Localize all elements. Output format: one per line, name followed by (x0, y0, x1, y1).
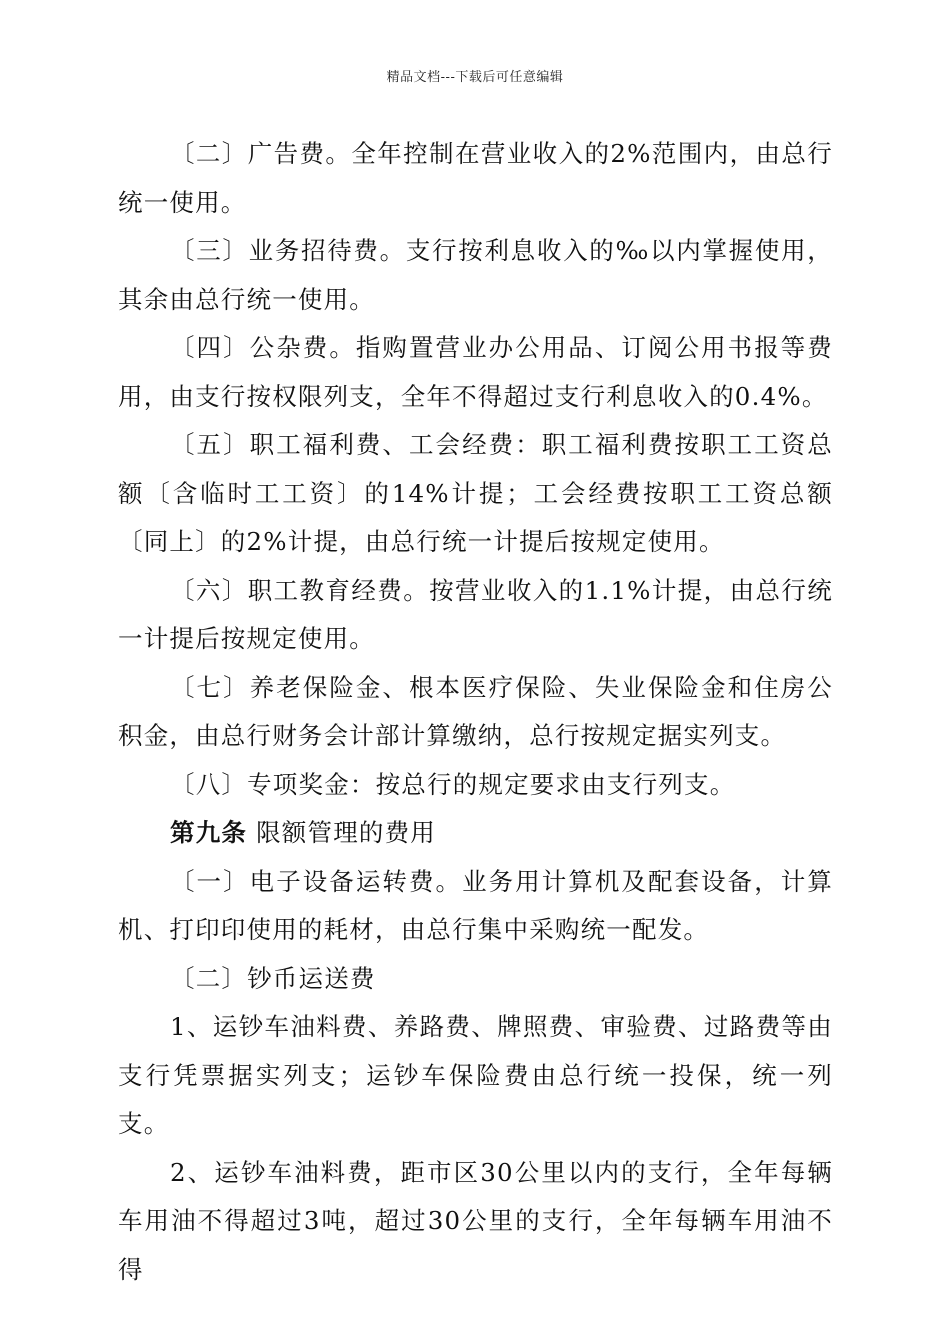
article-number: 第九条 (170, 818, 248, 847)
article-title: 限额管理的费用 (256, 818, 437, 847)
paragraph-advertising: 〔二〕广告费。全年控制在营业收入的2%范围内，由总行统一使用。 (118, 139, 833, 217)
page-header: 精品文档---下载后可任意编辑 (386, 70, 564, 85)
paragraph-electronic-equipment: 〔一〕电子设备运转费。业务用计算机及配套设备，计算机、打印印使用的耗材，由总行集中采购统一配发。 (118, 866, 833, 944)
paragraph-vehicle-costs: 1、运钞车油料费、养路费、牌照费、审验费、过路费等由支行凭票据实列支；运钞车保险费由总行统一投保，统一列支。 (118, 1012, 833, 1138)
paragraph-misc-expenses: 〔四〕公杂费。指购置营业办公用品、订阅公用书报等费用，由支行按权限列支，全年不得超过支行利息收入的0.4%。 (118, 333, 833, 411)
paragraph-entertainment: 〔三〕业务招待费。支行按利息收入的‰以内掌握使用，其余由总行统一使用。 (118, 236, 833, 314)
paragraph-education: 〔六〕职工教育经费。按营业收入的1.1%计提，由总行统一计提后按规定使用。 (118, 575, 833, 653)
paragraph-insurance: 〔七〕养老保险金、根本医疗保险、失业保险金和住房公积金，由总行财务会计部计算缴纳，总行按规定据实列支。 (118, 672, 833, 750)
paragraph-fuel-limits: 2、运钞车油料费，距市区30公里以内的支行，全年每辆车用油不得超过3吨，超过30公里的支行，全年每辆车用油不得 (118, 1157, 833, 1284)
paragraph-welfare-union: 〔五〕职工福利费、工会经费：职工福利费按职工工资总额〔含临时工工资〕的14%计提；工会经费按职工工资总额〔同上〕的2%计提，由总行统一计提后按规定使用。 (118, 430, 833, 556)
paragraph-special-bonus: 〔八〕专项奖金：按总行的规定要求由支行列支。 (170, 769, 736, 799)
paragraph-cash-transport: 〔二〕钞币运送费 (170, 963, 376, 993)
document-body (118, 130, 833, 1294)
article-heading (118, 809, 833, 858)
